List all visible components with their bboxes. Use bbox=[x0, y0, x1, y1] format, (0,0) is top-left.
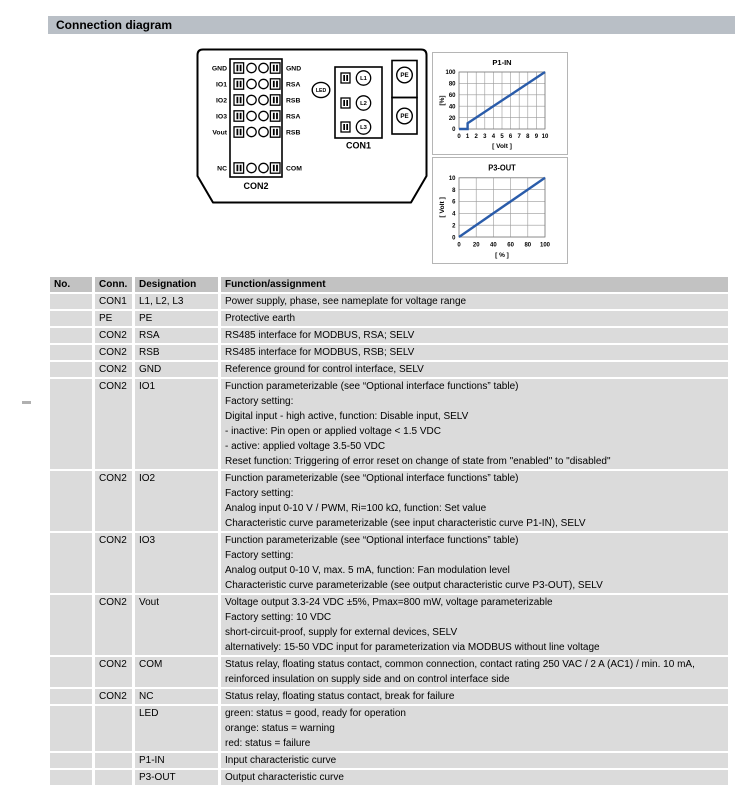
function-line: short-circuit-proof, supply for external devices, SELV bbox=[225, 627, 458, 638]
svg-text:100: 100 bbox=[445, 70, 456, 77]
table-cell-function bbox=[221, 294, 728, 309]
table-cell-desig: LED bbox=[135, 706, 218, 751]
svg-text:0: 0 bbox=[457, 134, 461, 140]
column-header-function: Function/assignment bbox=[221, 277, 728, 292]
con2-pin-label: IO3 bbox=[216, 113, 227, 121]
column-header-designation: Designation bbox=[135, 277, 218, 292]
svg-text:40: 40 bbox=[448, 104, 456, 111]
svg-text:2: 2 bbox=[452, 222, 456, 230]
table-cell-no bbox=[50, 770, 92, 785]
table-cell-conn bbox=[95, 770, 132, 785]
svg-text:0: 0 bbox=[452, 127, 456, 134]
table-cell-conn: CON2 bbox=[95, 345, 132, 360]
table-cell-function bbox=[221, 311, 728, 326]
table-cell-desig: PE bbox=[135, 311, 218, 326]
table-cell-no bbox=[50, 595, 92, 655]
function-line: Protective earth bbox=[225, 313, 296, 324]
con1-terminal-label: L3 bbox=[360, 125, 367, 131]
pe-label: PE bbox=[400, 72, 409, 80]
con2-pin-label: IO1 bbox=[216, 81, 227, 89]
svg-text:5: 5 bbox=[500, 134, 504, 140]
table-cell-desig: Vout bbox=[135, 595, 218, 655]
function-line: Function parameterizable (see “Optional interface functions” table) bbox=[225, 535, 519, 546]
chart-canvas bbox=[433, 53, 567, 154]
table-cell-no bbox=[50, 311, 92, 326]
table-cell-desig: IO2 bbox=[135, 471, 218, 531]
svg-text:20: 20 bbox=[472, 241, 480, 249]
pe-label: PE bbox=[400, 113, 409, 121]
function-line: Function parameterizable (see “Optional interface functions” table) bbox=[225, 473, 519, 484]
table-cell-conn: PE bbox=[95, 311, 132, 326]
svg-text:4: 4 bbox=[452, 210, 456, 218]
table-cell-no bbox=[50, 362, 92, 377]
svg-text:6: 6 bbox=[452, 198, 456, 206]
con2-pin-label: RSA bbox=[286, 113, 301, 121]
table-cell-function bbox=[221, 753, 728, 768]
con2-pin-label: RSA bbox=[286, 81, 301, 89]
svg-text:[ Volt ]: [ Volt ] bbox=[492, 143, 512, 150]
table-cell-no bbox=[50, 471, 92, 531]
con2-pin-label: NC bbox=[217, 165, 227, 173]
function-line: red: status = failure bbox=[225, 738, 311, 749]
table-cell-desig: IO1 bbox=[135, 379, 218, 469]
function-line: alternatively: 15-50 VDC input for parameterization via MODBUS without line voltage bbox=[225, 642, 600, 653]
svg-text:60: 60 bbox=[448, 93, 456, 99]
table-cell-desig: P1-IN bbox=[135, 753, 218, 768]
table-cell-no bbox=[50, 294, 92, 309]
table-cell-desig: L1, L2, L3 bbox=[135, 294, 218, 309]
function-line: Voltage output 3.3-24 VDC ±5%, Pmax=800 mW, voltage parameterizable bbox=[225, 597, 553, 608]
function-line: Power supply, phase, see nameplate for voltage range bbox=[225, 296, 467, 307]
function-line: Characteristic curve parameterizable (see output characteristic curve P3-OUT), SELV bbox=[225, 580, 603, 591]
svg-text:0: 0 bbox=[457, 241, 461, 249]
con1-block bbox=[335, 67, 382, 138]
table-cell-no bbox=[50, 345, 92, 360]
con1-terminal-label: L2 bbox=[360, 101, 367, 107]
svg-text:[ % ]: [ % ] bbox=[495, 251, 509, 259]
con2-pin-label: Vout bbox=[212, 129, 227, 137]
table-cell-function bbox=[221, 533, 728, 593]
con2-pin-label: GND bbox=[211, 65, 227, 73]
function-line: - inactive: Pin open or applied voltage < 1.5 VDC bbox=[225, 426, 441, 437]
table-cell-function bbox=[221, 362, 728, 377]
svg-text:9: 9 bbox=[534, 134, 539, 140]
table-cell-conn: CON1 bbox=[95, 294, 132, 309]
table-cell-desig: NC bbox=[135, 689, 218, 704]
function-line: Output characteristic curve bbox=[225, 772, 344, 783]
svg-text:80: 80 bbox=[448, 81, 456, 88]
table-cell-no bbox=[50, 706, 92, 751]
function-line: Analog output 0-10 V, max. 5 mA, function: Fan modulation level bbox=[225, 565, 510, 576]
table-cell-function bbox=[221, 689, 728, 704]
svg-text:10: 10 bbox=[541, 134, 549, 140]
con2-pin-label: IO2 bbox=[216, 97, 227, 105]
table-cell-conn bbox=[95, 753, 132, 768]
table-cell-conn: CON2 bbox=[95, 328, 132, 343]
con2-pin-label: GND bbox=[286, 65, 302, 73]
svg-text:10: 10 bbox=[448, 174, 456, 183]
column-header-conn: Conn. bbox=[95, 277, 132, 292]
chart-p3-out bbox=[432, 157, 568, 264]
svg-text:20: 20 bbox=[448, 115, 456, 122]
function-line: RS485 interface for MODBUS, RSB; SELV bbox=[225, 347, 415, 358]
function-line: Function parameterizable (see “Optional interface functions” table) bbox=[225, 381, 519, 392]
table-cell-desig: RSA bbox=[135, 328, 218, 343]
function-line: Reset function: Triggering of error reset on change of state from "enabled" to "disabled" bbox=[225, 456, 611, 467]
connection-diagram bbox=[190, 42, 435, 210]
table-cell-conn: CON2 bbox=[95, 689, 132, 704]
table-cell-desig: GND bbox=[135, 362, 218, 377]
table-cell-desig: RSB bbox=[135, 345, 218, 360]
table-cell-conn: CON2 bbox=[95, 533, 132, 593]
svg-text:0: 0 bbox=[452, 234, 456, 242]
svg-text:60: 60 bbox=[507, 241, 514, 249]
con2-pin-label: RSB bbox=[286, 97, 301, 105]
function-line: green: status = good, ready for operation bbox=[225, 708, 406, 719]
svg-text:8: 8 bbox=[452, 186, 456, 194]
svg-text:80: 80 bbox=[524, 241, 532, 249]
section-title: Connection diagram bbox=[56, 18, 173, 32]
function-line: Input characteristic curve bbox=[225, 755, 337, 766]
svg-text:2: 2 bbox=[474, 134, 478, 140]
column-header-no: No. bbox=[50, 277, 92, 292]
function-line: Factory setting: bbox=[225, 488, 294, 499]
con2-pin-label: COM bbox=[286, 165, 302, 173]
table-cell-no bbox=[50, 379, 92, 469]
table-cell-desig: P3-OUT bbox=[135, 770, 218, 785]
table-cell-conn: CON2 bbox=[95, 471, 132, 531]
svg-text:1: 1 bbox=[465, 134, 470, 140]
table-cell-no bbox=[50, 657, 92, 687]
chart-canvas bbox=[433, 158, 567, 263]
svg-text:P1-IN: P1-IN bbox=[492, 58, 512, 67]
function-line: Factory setting: bbox=[225, 396, 294, 407]
function-line: Factory setting: 10 VDC bbox=[225, 612, 332, 623]
function-line: Status relay, floating status contact, break for failure bbox=[225, 691, 455, 702]
con2-pin-label: RSB bbox=[286, 129, 301, 137]
svg-text:7: 7 bbox=[517, 134, 521, 140]
svg-text:[ Volt ]: [ Volt ] bbox=[439, 197, 446, 218]
function-line: Digital input - high active, function: Disable input, SELV bbox=[225, 411, 469, 422]
con1-terminal-label: L1 bbox=[360, 76, 367, 82]
section-title-bar bbox=[48, 16, 735, 34]
table-cell-desig: IO3 bbox=[135, 533, 218, 593]
table-cell-conn: CON2 bbox=[95, 657, 132, 687]
table-cell-no bbox=[50, 689, 92, 704]
svg-text:[%]: [%] bbox=[439, 95, 446, 106]
table-cell-no bbox=[50, 753, 92, 768]
table-cell-desig: COM bbox=[135, 657, 218, 687]
function-line: orange: status = warning bbox=[225, 723, 335, 734]
table-cell-conn: CON2 bbox=[95, 362, 132, 377]
table-cell-function bbox=[221, 345, 728, 360]
table-cell-function bbox=[221, 379, 728, 469]
table-cell-conn: CON2 bbox=[95, 595, 132, 655]
svg-text:8: 8 bbox=[526, 134, 530, 140]
svg-text:6: 6 bbox=[508, 134, 513, 140]
con2-label: CON2 bbox=[243, 181, 269, 191]
svg-text:100: 100 bbox=[539, 241, 551, 249]
connection-table bbox=[50, 277, 728, 785]
con1-label: CON1 bbox=[345, 140, 372, 151]
led-label: LED bbox=[315, 88, 327, 94]
function-line: Analog input 0-10 V / PWM, Ri=100 kΩ, function: Set value bbox=[225, 503, 487, 514]
table-cell-function bbox=[221, 471, 728, 531]
table-cell-function bbox=[221, 595, 728, 655]
function-line: Factory setting: bbox=[225, 550, 294, 561]
function-line: Characteristic curve parameterizable (see input characteristic curve P1-IN), SELV bbox=[225, 518, 586, 529]
chart-p1-in bbox=[432, 52, 568, 155]
margin-change-marker bbox=[22, 401, 31, 404]
table-cell-function bbox=[221, 328, 728, 343]
function-line: Reference ground for control interface, SELV bbox=[225, 364, 424, 375]
table-cell-function bbox=[221, 706, 728, 751]
table-cell-conn bbox=[95, 706, 132, 751]
svg-text:40: 40 bbox=[490, 241, 497, 249]
table-cell-function bbox=[221, 770, 728, 785]
table-cell-conn: CON2 bbox=[95, 379, 132, 469]
svg-text:3: 3 bbox=[483, 134, 487, 140]
function-line: Status relay, floating status contact, common connection, contact rating 250 VAC / 2 A (AC1) / min. 10 mA, reinforced insulation on supply side and on control interface side bbox=[225, 659, 695, 685]
table-cell-function bbox=[221, 657, 728, 687]
function-line: - active: applied voltage 3.5-50 VDC bbox=[225, 441, 386, 452]
function-line: RS485 interface for MODBUS, RSA; SELV bbox=[225, 330, 415, 341]
table-cell-no bbox=[50, 328, 92, 343]
table-cell-no bbox=[50, 533, 92, 593]
svg-text:4: 4 bbox=[491, 134, 496, 140]
svg-text:P3-OUT: P3-OUT bbox=[488, 163, 516, 173]
